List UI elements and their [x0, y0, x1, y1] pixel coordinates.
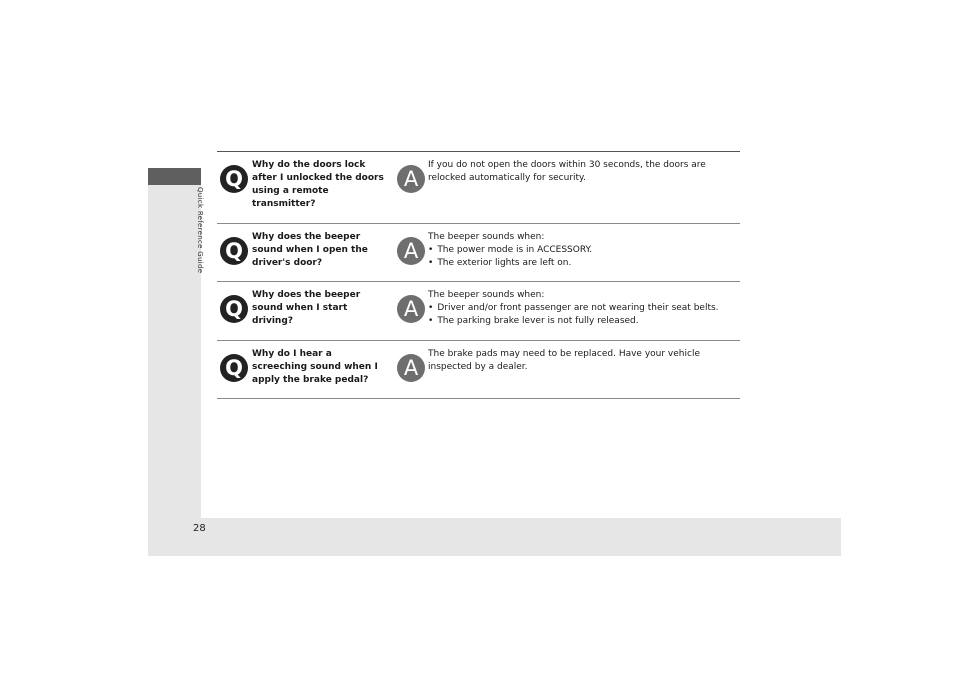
answer-icon: A	[397, 165, 425, 193]
answer-bullet: • The power mode is in ACCESSORY.	[428, 244, 733, 257]
answer-intro: The brake pads may need to be replaced. Have your vehicle inspected by a dealer.	[428, 349, 700, 372]
answer-intro: The beeper sounds when:	[428, 232, 545, 242]
qa-table	[217, 151, 740, 399]
qa-row	[217, 282, 740, 341]
question-text: Why do the doors lock after I unlocked the doors using a remote transmitter?	[252, 160, 384, 209]
question-icon: Q	[220, 295, 248, 323]
answer-bullet: • The parking brake lever is not fully released.	[428, 315, 733, 328]
answer-bullets	[428, 244, 733, 270]
section-tab	[148, 168, 201, 185]
question-icon: Q	[220, 165, 248, 193]
answer-intro: If you do not open the doors within 30 seconds, the doors are relocked automatically for security.	[428, 160, 706, 183]
qa-row	[217, 341, 740, 399]
section-label: Quick Reference Guide	[196, 187, 204, 274]
answer-icon: A	[397, 354, 425, 382]
question-icon: Q	[220, 237, 248, 265]
answer-text	[428, 289, 733, 328]
answer-text	[428, 348, 733, 374]
answer-bullet: • The exterior lights are left on.	[428, 257, 733, 270]
question-text: Why does the beeper sound when I open the driver's door?	[252, 232, 368, 268]
question-icon: Q	[220, 354, 248, 382]
page-number: 28	[193, 523, 206, 534]
footer-band	[148, 518, 841, 556]
answer-text	[428, 231, 733, 270]
answer-bullets	[428, 302, 733, 328]
question-text: Why do I hear a screeching sound when I apply the brake pedal?	[252, 349, 378, 385]
answer-icon: A	[397, 237, 425, 265]
answer-bullet: • Driver and/or front passenger are not wearing their seat belts.	[428, 302, 733, 315]
side-margin	[148, 168, 201, 556]
question-text: Why does the beeper sound when I start driving?	[252, 290, 361, 326]
answer-intro: The beeper sounds when:	[428, 290, 545, 300]
answer-text	[428, 159, 733, 185]
qa-row	[217, 224, 740, 282]
answer-icon: A	[397, 295, 425, 323]
qa-row	[217, 152, 740, 224]
